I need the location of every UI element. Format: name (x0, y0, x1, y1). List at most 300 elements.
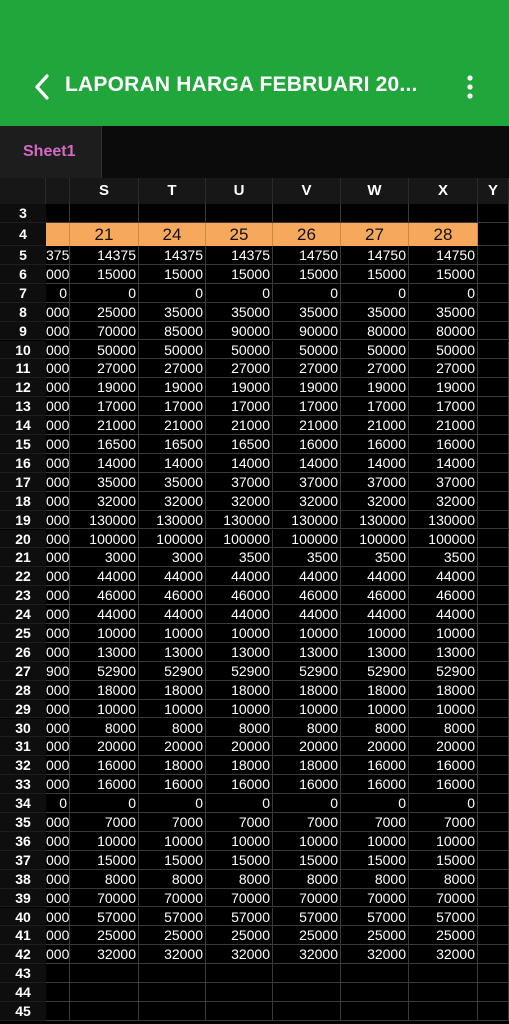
table-cell[interactable]: 35000 (206, 303, 273, 322)
table-cell[interactable]: 16500 (206, 435, 273, 454)
table-cell[interactable]: 10000 (206, 624, 273, 643)
table-cell[interactable]: 25000 (139, 926, 206, 945)
table-cell[interactable]: 15000 (139, 851, 206, 870)
table-cell[interactable]: 000 (46, 549, 70, 566)
row-header[interactable]: 14 (0, 416, 46, 435)
table-cell[interactable]: 14000 (273, 454, 341, 473)
table-cell[interactable] (139, 983, 206, 1002)
tab-sheet1[interactable] (0, 126, 102, 178)
table-cell[interactable]: 10000 (409, 700, 478, 719)
table-cell[interactable] (478, 359, 509, 378)
table-cell[interactable]: 25 (206, 223, 273, 246)
table-cell[interactable]: 15000 (273, 265, 341, 284)
table-cell[interactable]: 13000 (273, 643, 341, 662)
table-cell[interactable]: 19000 (341, 378, 409, 397)
row-header[interactable]: 4 (0, 223, 46, 246)
spreadsheet-grid[interactable] (0, 178, 509, 1024)
row-header[interactable]: 35 (0, 813, 46, 832)
table-cell[interactable]: 16500 (139, 435, 206, 454)
row-header[interactable]: 38 (0, 870, 46, 889)
table-cell[interactable]: 44000 (273, 605, 341, 624)
table-cell[interactable]: 16000 (409, 435, 478, 454)
table-cell[interactable]: 8000 (139, 870, 206, 889)
row-header[interactable]: 8 (0, 303, 46, 322)
table-cell[interactable]: 20000 (139, 737, 206, 756)
table-cell[interactable]: 000 (46, 436, 70, 452)
table-cell[interactable]: 32000 (206, 492, 273, 511)
table-cell[interactable]: 0 (409, 794, 478, 813)
table-cell[interactable]: 32000 (341, 492, 409, 511)
table-cell[interactable]: 52900 (273, 662, 341, 681)
table-cell[interactable]: 000 (46, 473, 70, 490)
row-header[interactable]: 25 (0, 624, 46, 643)
table-cell[interactable] (341, 964, 409, 983)
table-cell[interactable] (478, 1002, 509, 1021)
table-cell[interactable]: 27000 (139, 359, 206, 378)
table-cell[interactable]: 000 (46, 927, 70, 944)
row-header[interactable]: 21 (0, 548, 46, 567)
table-cell[interactable]: 21000 (409, 416, 478, 435)
table-cell[interactable]: 19000 (273, 378, 341, 397)
table-cell[interactable]: 70000 (409, 889, 478, 908)
table-cell[interactable]: 10000 (70, 700, 139, 719)
table-cell[interactable]: 52900 (139, 662, 206, 681)
table-cell[interactable] (478, 454, 509, 473)
table-cell[interactable]: 16000 (70, 756, 139, 775)
table-cell[interactable]: 19000 (409, 378, 478, 397)
row-header[interactable]: 30 (0, 719, 46, 738)
table-cell[interactable] (206, 983, 273, 1002)
table-cell[interactable]: 70000 (70, 322, 139, 341)
table-cell[interactable]: 17000 (70, 397, 139, 416)
table-cell[interactable]: 16000 (206, 775, 273, 794)
table-cell[interactable]: 15000 (409, 265, 478, 284)
table-cell[interactable]: 16000 (273, 435, 341, 454)
table-cell[interactable] (478, 870, 509, 889)
table-cell[interactable]: 8000 (139, 719, 206, 738)
row-header[interactable]: 29 (0, 700, 46, 719)
table-cell[interactable]: 50000 (70, 341, 139, 360)
table-cell[interactable] (70, 204, 139, 223)
table-cell[interactable]: 46000 (70, 586, 139, 605)
table-cell[interactable] (478, 605, 509, 624)
table-cell[interactable]: 32000 (341, 945, 409, 964)
table-cell[interactable]: 100000 (341, 530, 409, 549)
table-cell[interactable]: 3500 (341, 548, 409, 567)
table-cell[interactable]: 19000 (139, 378, 206, 397)
table-cell[interactable]: 70000 (206, 889, 273, 908)
table-cell[interactable]: 8000 (70, 719, 139, 738)
table-cell[interactable]: 10000 (273, 832, 341, 851)
table-cell[interactable]: 25000 (409, 926, 478, 945)
table-cell[interactable] (46, 1002, 70, 1021)
table-cell[interactable]: 37000 (409, 473, 478, 492)
row-header[interactable]: 20 (0, 530, 46, 549)
table-cell[interactable]: 000 (46, 738, 70, 755)
row-header[interactable]: 7 (0, 284, 46, 303)
row-header[interactable]: 13 (0, 397, 46, 416)
table-cell[interactable]: 10000 (206, 700, 273, 719)
table-cell[interactable]: 10000 (409, 624, 478, 643)
row-header[interactable]: 10 (0, 341, 46, 360)
table-cell[interactable]: 57000 (139, 908, 206, 927)
row-header[interactable]: 32 (0, 756, 46, 775)
table-cell[interactable]: 8000 (341, 870, 409, 889)
table-cell[interactable] (478, 204, 509, 223)
table-cell[interactable]: 21000 (206, 416, 273, 435)
table-cell[interactable]: 80000 (341, 322, 409, 341)
table-cell[interactable] (409, 204, 478, 223)
table-cell[interactable]: 000 (46, 757, 70, 774)
table-cell[interactable]: 000 (46, 265, 70, 282)
table-cell[interactable] (206, 964, 273, 983)
column-header[interactable]: T (139, 178, 206, 204)
table-cell[interactable] (478, 223, 509, 246)
table-cell[interactable]: 000 (46, 360, 70, 377)
row-header[interactable]: 27 (0, 662, 46, 681)
table-cell[interactable] (341, 983, 409, 1002)
table-cell[interactable]: 18000 (409, 681, 478, 700)
row-header[interactable]: 16 (0, 454, 46, 473)
column-header[interactable]: U (206, 178, 273, 204)
table-cell[interactable]: 0 (273, 794, 341, 813)
table-cell[interactable]: 44000 (341, 605, 409, 624)
table-cell[interactable]: 20000 (409, 737, 478, 756)
table-cell[interactable]: 14375 (70, 246, 139, 265)
table-cell[interactable]: 375 (46, 247, 70, 263)
table-cell[interactable]: 000 (46, 379, 70, 396)
table-cell[interactable]: 14000 (341, 454, 409, 473)
table-cell[interactable] (409, 1002, 478, 1021)
table-cell[interactable] (478, 983, 509, 1002)
table-cell[interactable]: 10000 (70, 832, 139, 851)
table-cell[interactable] (478, 322, 509, 341)
table-cell[interactable]: 35000 (139, 303, 206, 322)
table-cell[interactable]: 70000 (341, 889, 409, 908)
table-cell[interactable] (341, 1002, 409, 1021)
table-cell[interactable] (478, 794, 509, 813)
table-cell[interactable] (409, 964, 478, 983)
table-cell[interactable]: 44000 (273, 567, 341, 586)
table-cell[interactable] (478, 548, 509, 567)
table-cell[interactable]: 50000 (341, 341, 409, 360)
table-cell[interactable] (206, 1002, 273, 1021)
table-cell[interactable]: 35000 (70, 473, 139, 492)
row-header[interactable]: 19 (0, 511, 46, 530)
table-cell[interactable]: 21000 (70, 416, 139, 435)
table-cell[interactable]: 0 (139, 284, 206, 303)
table-cell[interactable] (478, 246, 509, 265)
table-cell[interactable]: 0 (206, 284, 273, 303)
row-header[interactable]: 22 (0, 567, 46, 586)
table-cell[interactable]: 27000 (273, 359, 341, 378)
table-cell[interactable]: 18000 (139, 681, 206, 700)
table-cell[interactable]: 14000 (206, 454, 273, 473)
table-cell[interactable] (478, 775, 509, 794)
table-cell[interactable]: 0 (70, 284, 139, 303)
table-cell[interactable]: 20000 (273, 737, 341, 756)
table-cell[interactable]: 10000 (139, 700, 206, 719)
table-cell[interactable] (409, 983, 478, 1002)
table-cell[interactable]: 000 (46, 587, 70, 604)
table-cell[interactable]: 14750 (273, 246, 341, 265)
table-cell[interactable] (478, 511, 509, 530)
row-header[interactable]: 31 (0, 737, 46, 756)
table-cell[interactable]: 14375 (206, 246, 273, 265)
table-cell[interactable]: 14375 (139, 246, 206, 265)
table-cell[interactable]: 25000 (70, 926, 139, 945)
row-header[interactable]: 42 (0, 945, 46, 964)
table-cell[interactable]: 44000 (409, 567, 478, 586)
table-cell[interactable]: 000 (46, 908, 70, 925)
table-cell[interactable]: 15000 (139, 265, 206, 284)
table-cell[interactable]: 32000 (409, 945, 478, 964)
table-cell[interactable]: 16000 (273, 775, 341, 794)
table-cell[interactable] (273, 964, 341, 983)
row-header[interactable]: 26 (0, 643, 46, 662)
table-cell[interactable]: 21000 (139, 416, 206, 435)
table-cell[interactable]: 44000 (139, 567, 206, 586)
row-header[interactable]: 24 (0, 605, 46, 624)
table-cell[interactable]: 7000 (341, 813, 409, 832)
table-cell[interactable]: 10000 (273, 624, 341, 643)
table-cell[interactable]: 16000 (409, 756, 478, 775)
table-cell[interactable] (46, 983, 70, 1002)
table-cell[interactable]: 90000 (273, 322, 341, 341)
table-cell[interactable]: 7000 (206, 813, 273, 832)
table-cell[interactable]: 32000 (70, 945, 139, 964)
table-cell[interactable]: 20000 (206, 737, 273, 756)
table-cell[interactable]: 000 (46, 511, 70, 528)
table-cell[interactable]: 0 (46, 284, 70, 303)
table-cell[interactable]: 000 (46, 568, 70, 585)
table-cell[interactable]: 70000 (139, 889, 206, 908)
table-cell[interactable] (478, 851, 509, 870)
table-cell[interactable]: 32000 (409, 492, 478, 511)
table-cell[interactable]: 50000 (206, 341, 273, 360)
table-cell[interactable]: 44000 (341, 567, 409, 586)
table-cell[interactable]: 85000 (139, 322, 206, 341)
table-cell[interactable]: 0 (70, 794, 139, 813)
table-cell[interactable] (478, 681, 509, 700)
table-cell[interactable] (478, 756, 509, 775)
table-cell[interactable]: 46000 (341, 586, 409, 605)
table-cell[interactable]: 52900 (70, 662, 139, 681)
table-cell[interactable]: 8000 (206, 719, 273, 738)
table-cell[interactable] (478, 378, 509, 397)
table-cell[interactable]: 3500 (273, 548, 341, 567)
table-cell[interactable]: 130000 (409, 511, 478, 530)
table-cell[interactable] (478, 303, 509, 322)
table-cell[interactable]: 17000 (341, 397, 409, 416)
table-cell[interactable]: 50000 (273, 341, 341, 360)
table-cell[interactable]: 35000 (409, 303, 478, 322)
table-cell[interactable]: 32000 (206, 945, 273, 964)
row-header[interactable]: 9 (0, 322, 46, 341)
table-cell[interactable]: 50000 (409, 341, 478, 360)
table-cell[interactable]: 10000 (341, 624, 409, 643)
row-header[interactable]: 18 (0, 492, 46, 511)
table-cell[interactable]: 21000 (341, 416, 409, 435)
table-cell[interactable]: 130000 (70, 511, 139, 530)
table-cell[interactable]: 17000 (139, 397, 206, 416)
table-cell[interactable]: 46000 (206, 586, 273, 605)
row-header[interactable]: 34 (0, 794, 46, 813)
table-cell[interactable]: 17000 (409, 397, 478, 416)
table-cell[interactable]: 18000 (273, 756, 341, 775)
table-cell[interactable]: 52900 (341, 662, 409, 681)
table-cell[interactable]: 80000 (409, 322, 478, 341)
table-cell[interactable]: 16500 (70, 435, 139, 454)
table-cell[interactable]: 000 (46, 492, 70, 509)
table-cell[interactable]: 8000 (70, 870, 139, 889)
row-header[interactable]: 33 (0, 775, 46, 794)
column-header[interactable]: S (70, 178, 139, 204)
table-cell[interactable]: 130000 (273, 511, 341, 530)
table-cell[interactable]: 10000 (139, 832, 206, 851)
table-cell[interactable]: 18000 (70, 681, 139, 700)
table-cell[interactable]: 15000 (341, 265, 409, 284)
table-cell[interactable]: 3500 (409, 548, 478, 567)
table-cell[interactable]: 57000 (206, 908, 273, 927)
row-header[interactable]: 39 (0, 889, 46, 908)
table-cell[interactable] (341, 204, 409, 223)
table-cell[interactable]: 16000 (341, 775, 409, 794)
table-cell[interactable] (206, 204, 273, 223)
table-cell[interactable]: 37000 (206, 473, 273, 492)
table-cell[interactable]: 0 (139, 794, 206, 813)
table-cell[interactable]: 16000 (70, 775, 139, 794)
row-header[interactable]: 12 (0, 378, 46, 397)
table-cell[interactable]: 21000 (273, 416, 341, 435)
table-cell[interactable]: 32000 (139, 945, 206, 964)
table-cell[interactable]: 000 (46, 851, 70, 868)
table-cell[interactable]: 57000 (409, 908, 478, 927)
table-cell[interactable]: 27000 (341, 359, 409, 378)
table-cell[interactable]: 32000 (139, 492, 206, 511)
table-cell[interactable] (139, 204, 206, 223)
table-cell[interactable]: 18000 (341, 681, 409, 700)
row-header[interactable]: 41 (0, 926, 46, 945)
table-cell[interactable]: 7000 (70, 813, 139, 832)
table-cell[interactable]: 32000 (273, 945, 341, 964)
table-cell[interactable]: 15000 (206, 265, 273, 284)
table-cell[interactable]: 19000 (206, 378, 273, 397)
row-header[interactable]: 5 (0, 246, 46, 265)
table-cell[interactable]: 28 (409, 223, 478, 246)
table-cell[interactable]: 000 (46, 832, 70, 849)
table-cell[interactable] (478, 737, 509, 756)
table-cell[interactable]: 0 (273, 284, 341, 303)
table-cell[interactable]: 18000 (206, 681, 273, 700)
table-cell[interactable]: 17000 (273, 397, 341, 416)
table-cell[interactable]: 15000 (409, 851, 478, 870)
row-header[interactable]: 28 (0, 681, 46, 700)
table-cell[interactable]: 0 (206, 794, 273, 813)
table-cell[interactable]: 27000 (206, 359, 273, 378)
table-cell[interactable]: 10000 (341, 700, 409, 719)
table-cell[interactable] (478, 889, 509, 908)
table-cell[interactable]: 000 (46, 700, 70, 717)
table-cell[interactable]: 14750 (409, 246, 478, 265)
table-cell[interactable]: 14000 (139, 454, 206, 473)
row-header[interactable]: 44 (0, 983, 46, 1002)
table-cell[interactable]: 44000 (206, 605, 273, 624)
table-cell[interactable]: 13000 (139, 643, 206, 662)
table-cell[interactable]: 000 (46, 398, 70, 415)
table-cell[interactable] (139, 1002, 206, 1021)
column-header[interactable] (46, 178, 70, 204)
row-header[interactable]: 17 (0, 473, 46, 492)
table-cell[interactable]: 000 (46, 889, 70, 906)
table-cell[interactable]: 18000 (139, 756, 206, 775)
table-cell[interactable] (478, 624, 509, 643)
table-cell[interactable]: 15000 (273, 851, 341, 870)
table-cell[interactable]: 19000 (70, 378, 139, 397)
table-cell[interactable]: 000 (46, 643, 70, 660)
row-header[interactable]: 40 (0, 908, 46, 927)
table-cell[interactable]: 50000 (139, 341, 206, 360)
table-cell[interactable]: 10000 (341, 832, 409, 851)
row-header[interactable]: 37 (0, 851, 46, 870)
table-cell[interactable]: 000 (46, 814, 70, 830)
table-cell[interactable]: 21 (70, 223, 139, 246)
table-cell[interactable]: 100000 (273, 530, 341, 549)
table-cell[interactable]: 000 (46, 606, 70, 623)
table-cell[interactable]: 44000 (139, 605, 206, 624)
row-header[interactable]: 43 (0, 964, 46, 983)
table-cell[interactable]: 57000 (341, 908, 409, 927)
table-cell[interactable]: 14000 (409, 454, 478, 473)
table-cell[interactable]: 8000 (273, 719, 341, 738)
table-cell[interactable]: 000 (46, 870, 70, 887)
table-cell[interactable]: 46000 (409, 586, 478, 605)
table-cell[interactable]: 44000 (70, 605, 139, 624)
table-cell[interactable]: 35000 (273, 303, 341, 322)
table-cell[interactable]: 10000 (139, 624, 206, 643)
table-cell[interactable]: 000 (46, 946, 70, 963)
table-cell[interactable] (70, 964, 139, 983)
table-cell[interactable]: 25000 (273, 926, 341, 945)
table-cell[interactable] (478, 341, 509, 360)
column-header[interactable]: W (341, 178, 409, 204)
table-cell[interactable] (478, 643, 509, 662)
table-cell[interactable]: 8000 (341, 719, 409, 738)
table-cell[interactable] (273, 1002, 341, 1021)
table-cell[interactable]: 26 (273, 223, 341, 246)
table-cell[interactable]: 900 (46, 662, 70, 679)
table-cell[interactable]: 70000 (70, 889, 139, 908)
table-cell[interactable]: 130000 (341, 511, 409, 530)
table-cell[interactable]: 20000 (341, 737, 409, 756)
table-cell[interactable] (478, 908, 509, 927)
table-cell[interactable] (478, 926, 509, 945)
table-cell[interactable] (478, 473, 509, 492)
table-cell[interactable] (70, 983, 139, 1002)
table-cell[interactable]: 15000 (70, 265, 139, 284)
table-cell[interactable] (46, 964, 70, 983)
table-cell[interactable]: 25000 (341, 926, 409, 945)
table-cell[interactable] (139, 964, 206, 983)
table-cell[interactable]: 35000 (139, 473, 206, 492)
table-cell[interactable]: 10000 (409, 832, 478, 851)
row-header[interactable]: 15 (0, 435, 46, 454)
table-cell[interactable]: 000 (46, 625, 70, 641)
table-cell[interactable] (478, 700, 509, 719)
table-cell[interactable]: 000 (46, 341, 70, 358)
table-cell[interactable] (478, 284, 509, 303)
table-cell[interactable]: 37000 (273, 473, 341, 492)
